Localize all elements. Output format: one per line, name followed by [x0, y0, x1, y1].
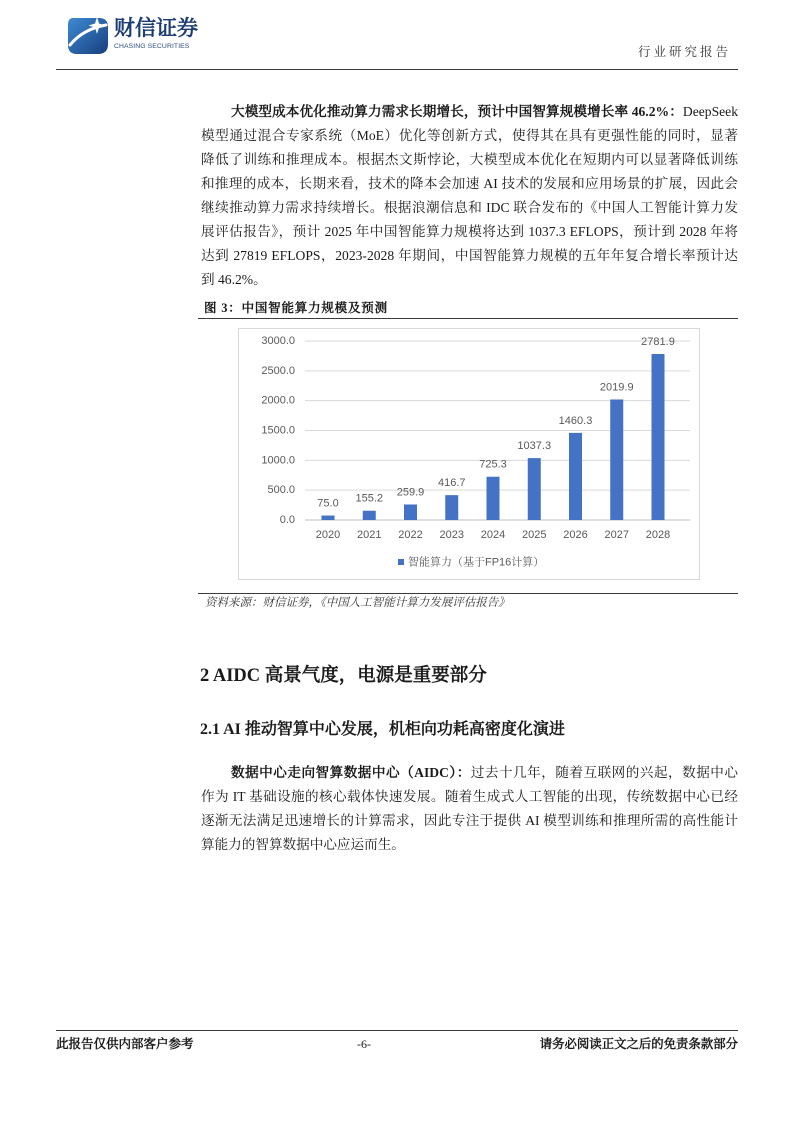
bar-2026 [569, 433, 582, 520]
intro-line-text: DeepSeek [682, 104, 738, 119]
section-lead-bold: 数据中心走向智算数据中心（AIDC）： [231, 765, 471, 780]
footer-disclaimer: 请务必阅读正文之后的免责条款部分 [539, 1037, 738, 1051]
footer-rule [56, 1030, 738, 1031]
y-tick-label-3000: 3000.0 [261, 335, 295, 347]
data-label-2028: 2781.9 [641, 336, 675, 349]
y-tick-label-2500: 2500.0 [261, 364, 295, 377]
y-tick-label-1000: 1000.0 [261, 454, 295, 467]
section-subheading: 2.1 AI 推动智算中心发展，机柜向功耗高密度化演进 [200, 721, 565, 738]
x-tick-label-2021: 2021 [357, 529, 382, 541]
intro-lead-bold: 大模型成本优化推动算力需求长期增长，预计中国智算规模增长率 46.2%： [231, 104, 683, 119]
data-label-2025: 1037.3 [517, 440, 552, 453]
x-tick-label-2027: 2027 [604, 529, 629, 541]
data-label-2027: 2019.9 [599, 381, 634, 394]
report-type-label: 行业研究报告 [637, 45, 731, 59]
data-label-2021: 155.2 [355, 492, 384, 505]
bar-2023 [445, 495, 458, 520]
x-tick-label-2023: 2023 [439, 529, 464, 541]
intro-paragraph [201, 100, 738, 292]
header-rule [56, 69, 738, 70]
data-label-2020: 75.0 [317, 497, 339, 510]
section-heading: 2 AIDC 高景气度，电源是重要部分 [200, 666, 487, 686]
section-line: 算能力的智算数据中心应运而生。 [201, 837, 405, 852]
data-label-2026: 1460.3 [558, 414, 593, 427]
bar-2025 [528, 458, 541, 520]
data-label-2022: 259.9 [396, 486, 425, 499]
footer-notice: 此报告仅供内部客户参考 [56, 1037, 194, 1051]
y-tick-label-0: 0.0 [279, 514, 295, 526]
intro-line: 和推理的成本，长期来看，技术的降本会加速 AI 技术的发展和应用场景的扩展，因此会 [201, 176, 738, 191]
legend-label: 智能算力（基于FP16计算） [408, 556, 545, 569]
section-line [201, 761, 738, 785]
data-label-2024: 725.3 [479, 458, 507, 471]
logo-name-en: CHASING SECURITIES [114, 43, 190, 50]
figure-caption: 图 3：中国智能算力规模及预测 [204, 301, 388, 315]
logo-name-cn: 财信证券 [114, 16, 198, 40]
bar-2022 [404, 504, 417, 520]
y-tick-label-2000: 2000.0 [261, 394, 295, 407]
intro-line: 降低了训练和推理成本。根据杰文斯悖论，大模型成本优化在短期内可以显著降低训练 [201, 152, 738, 167]
x-tick-label-2025: 2025 [522, 529, 547, 541]
section-line: 逐渐无法满足迅速增长的计算需求，因此专注于提供 AI 模型训练和推理所需的高性能计 [201, 813, 738, 828]
intro-line: 达到 27819 EFLOPS，2023-2028 年期间，中国智能算力规模的五年年复合增长率预计达 [201, 248, 738, 263]
section-paragraph [201, 761, 738, 857]
intro-line: 继续推动算力需求持续增长。根据浪潮信息和 IDC 联合发布的《中国人工智能计算力发 [201, 200, 738, 215]
bar-2020 [322, 516, 335, 520]
page-number: -6- [357, 1037, 371, 1051]
bar-2021 [363, 511, 376, 520]
bar-2027 [610, 399, 623, 520]
legend-swatch [398, 559, 404, 565]
section-line: 作为 IT 基础设施的核心载体快速发展。随着生成式人工智能的出现，传统数据中心已经 [201, 789, 738, 804]
bar-2028 [652, 354, 665, 520]
bar-2024 [487, 477, 500, 520]
data-label-2023: 416.7 [437, 477, 466, 490]
figure-bottom-rule [198, 593, 738, 594]
intro-line: 模型通过混合专家系统（MoE）优化等创新方式，使得其在具有更强性能的同时，显著 [201, 128, 738, 143]
figure-top-rule [198, 318, 738, 319]
y-tick-label-500: 500.0 [267, 484, 295, 497]
x-tick-label-2026: 2026 [563, 529, 588, 541]
x-tick-label-2028: 2028 [645, 529, 671, 541]
intelligent-computing-chart [238, 328, 700, 580]
intro-line [201, 100, 738, 124]
intro-line: 展评估报告》，预计 2025 年中国智能算力规模将达到 1037.3 EFLOPS，预计到 2028 年将 [201, 224, 738, 239]
x-tick-label-2020: 2020 [315, 529, 341, 541]
section-line-text: 过去十几年，随着互联网的兴起，数据中心 [470, 765, 738, 780]
figure-source: 资料来源：财信证券，《中国人工智能计算力发展评估报告》 [205, 597, 510, 609]
x-tick-label-2022: 2022 [398, 529, 423, 541]
x-tick-label-2024: 2024 [480, 529, 506, 541]
intro-line: 到 46.2%。 [201, 272, 267, 287]
chasing-securities-logo-icon [66, 14, 110, 56]
y-tick-label-1500: 1500.0 [261, 424, 295, 437]
